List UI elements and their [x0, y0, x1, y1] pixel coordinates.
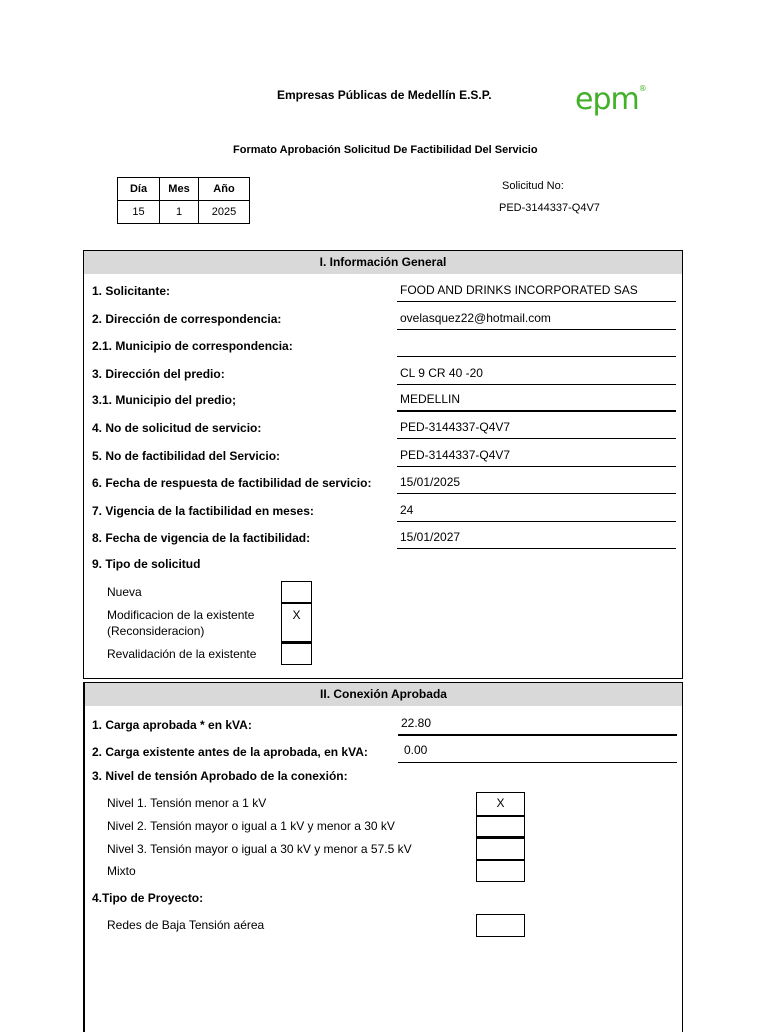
- checkbox-revalidation[interactable]: [281, 643, 312, 665]
- field-label: 4. No de solicitud de servicio:: [92, 421, 262, 435]
- checkbox-voltage-level-3[interactable]: [476, 838, 525, 860]
- option-voltage-level-1: Nivel 1. Tensión menor a 1 kV: [107, 796, 267, 810]
- property-address-value: CL 9 CR 40 -20: [397, 366, 676, 385]
- field-label: 3.1. Municipio del predio;: [92, 393, 237, 407]
- checkbox-modification[interactable]: X: [281, 603, 312, 643]
- project-type-label: 4.Tipo de Proyecto:: [92, 891, 204, 905]
- option-revalidation: Revalidación de la existente: [107, 647, 257, 661]
- epm-logo: [575, 82, 646, 117]
- correspondence-address-value: ovelasquez22@hotmail.com: [397, 311, 676, 330]
- field-label: 2. Dirección de correspondencia:: [92, 312, 282, 326]
- year-value: 2025: [199, 201, 250, 224]
- field-label: 1. Carga aprobada * en kVA:: [92, 718, 252, 732]
- company-name: Empresas Públicas de Medellín E.S.P.: [277, 88, 492, 102]
- section-title: II. Conexión Aprobada: [85, 683, 682, 706]
- request-number-label: Solicitud No:: [502, 180, 564, 192]
- field-label: 2. Carga existente antes de la aprobada, en kVA:: [92, 745, 368, 759]
- validity-months-value: 24: [397, 503, 676, 522]
- option-new: Nueva: [107, 585, 142, 599]
- registered-mark: ®: [638, 84, 646, 93]
- service-request-number-value: PED-3144337-Q4V7: [397, 420, 676, 439]
- checkbox-voltage-level-2[interactable]: [476, 816, 525, 838]
- field-label: 6. Fecha de respuesta de factibilidad de servicio:: [92, 476, 372, 490]
- response-date-value: 15/01/2025: [397, 475, 676, 494]
- field-label: 2.1. Municipio de correspondencia:: [92, 339, 293, 353]
- general-info-section: [83, 250, 683, 679]
- year-header: Año: [199, 178, 250, 201]
- request-type-label: 9. Tipo de solicitud: [92, 557, 201, 571]
- form-title: Formato Aprobación Solicitud De Factibilidad Del Servicio: [233, 144, 538, 156]
- approved-load-value: 22.80: [398, 716, 677, 736]
- checkbox-mixed[interactable]: [476, 860, 525, 882]
- section-title: I. Información General: [84, 251, 682, 274]
- applicant-value: FOOD AND DRINKS INCORPORATED SAS: [397, 283, 676, 302]
- field-label: 5. No de factibilidad del Servicio:: [92, 449, 281, 463]
- field-label: 8. Fecha de vigencia de la factibilidad:: [92, 531, 311, 545]
- checkbox-low-voltage-aerial[interactable]: [476, 914, 525, 937]
- option-mixed: Mixto: [107, 864, 136, 878]
- field-label: 7. Vigencia de la factibilidad en meses:: [92, 504, 314, 518]
- option-voltage-level-2: Nivel 2. Tensión mayor o igual a 1 kV y menor a 30 kV: [107, 819, 395, 833]
- approved-connection-section: [83, 682, 683, 1032]
- property-municipality-value: MEDELLIN: [397, 392, 676, 412]
- month-value: 1: [160, 201, 199, 224]
- checkbox-voltage-level-1[interactable]: X: [476, 792, 525, 816]
- day-header: Día: [118, 178, 160, 201]
- epm-logo-text: epm: [575, 82, 639, 117]
- day-value: 15: [118, 201, 160, 224]
- feasibility-number-value: PED-3144337-Q4V7: [397, 448, 676, 467]
- correspondence-municipality-value: [397, 338, 676, 357]
- checkbox-new[interactable]: [281, 581, 312, 603]
- option-modification: Modificacion de la existente (Reconsideracion): [107, 608, 255, 638]
- existing-load-value: 0.00: [398, 743, 677, 763]
- field-label: 3. Dirección del predio:: [92, 367, 225, 381]
- voltage-level-label: 3. Nivel de tensión Aprobado de la conexión:: [92, 769, 348, 783]
- option-voltage-level-3: Nivel 3. Tensión mayor o igual a 30 kV y menor a 57.5 kV: [107, 842, 412, 856]
- month-header: Mes: [160, 178, 199, 201]
- validity-date-value: 15/01/2027: [397, 530, 676, 549]
- option-low-voltage-aerial: Redes de Baja Tensión aérea: [107, 918, 265, 932]
- field-label: 1. Solicitante:: [92, 284, 171, 298]
- date-table: [117, 177, 250, 224]
- request-number: PED-3144337-Q4V7: [499, 202, 600, 214]
